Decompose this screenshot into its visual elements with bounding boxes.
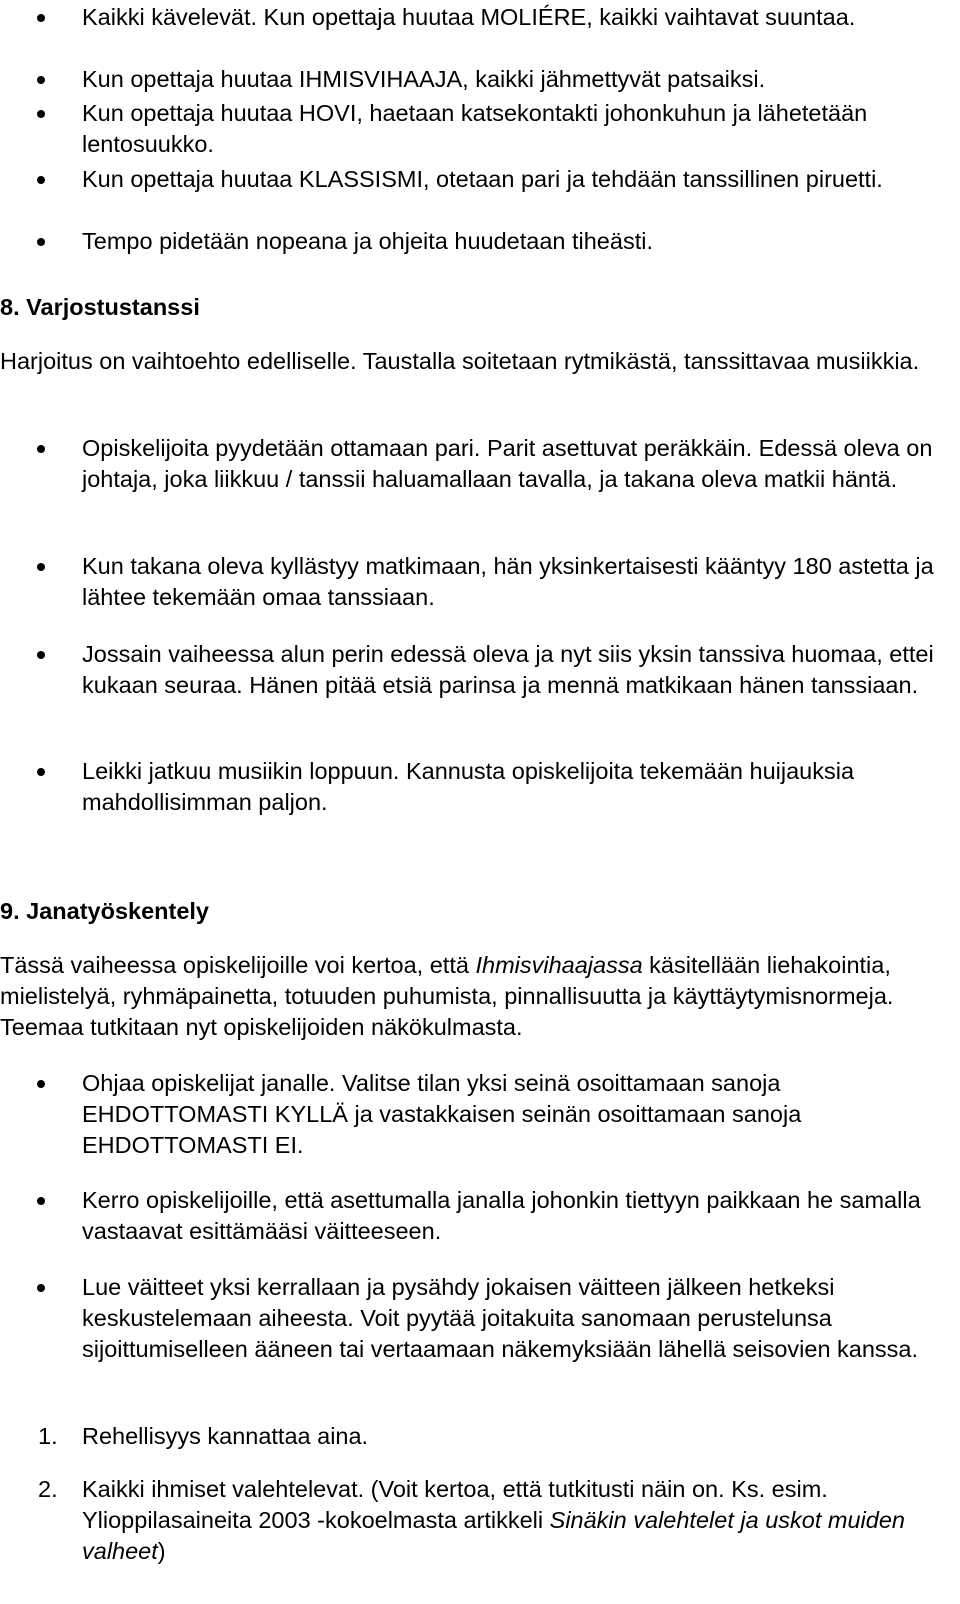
section-intro bbox=[0, 950, 950, 1043]
bullet-icon bbox=[37, 651, 45, 659]
list-item-text: Jossain vaiheessa alun perin edessä oleva ja nyt siis yksin tanssiva huomaa, ettei kukaan seuraa. Hänen pitää etsiä parinsa ja mennä matkikaan hänen tanssiaan. bbox=[82, 641, 934, 698]
list-item-text: Tempo pidetään nopeana ja ohjeita huudetaan tiheästi. bbox=[82, 228, 653, 254]
item-number: 2. bbox=[38, 1476, 58, 1502]
bullet-icon bbox=[37, 14, 45, 22]
list-item-text: Leikki jatkuu musiikin loppuun. Kannusta opiskelijoita tekemään huijauksia mahdollisimman paljon. bbox=[82, 758, 855, 815]
bullet-icon bbox=[37, 110, 45, 118]
list-item-text: Opiskelijoita pyydetään ottamaan pari. Parit asettuvat peräkkäin. Edessä oleva on johtaja, joka liikkuu / tanssii haluamallaan tavalla, ja takana oleva matkii häntä. bbox=[82, 435, 933, 492]
bullet-icon bbox=[37, 445, 45, 453]
section-intro: Harjoitus on vaihtoehto edelliselle. Taustalla soitetaan rytmikästä, tanssittavaa musiikkia. bbox=[0, 348, 920, 374]
numbered-item-text bbox=[82, 1474, 947, 1567]
bullet-icon bbox=[37, 1080, 45, 1088]
list-item-text: Kerro opiskelijoille, että asettumalla janalla johonkin tiettyyn paikkaan he samalla vastaavat esittämääsi väitteeseen. bbox=[82, 1187, 921, 1244]
section-heading: 9. Janatyöskentely bbox=[0, 898, 209, 924]
item-text: Kaikki ihmiset valehtelevat. (Voit kertoa, että tutkitusti näin on. Ks. esim. Ylioppilasaineita 2003 -kokoelmasta artikkeli bbox=[82, 1476, 828, 1533]
article-title: Sinäkin valehtelet ja uskot muiden valheet bbox=[82, 1507, 905, 1564]
bullet-icon bbox=[37, 238, 45, 246]
list-item-text: Kun opettaja huutaa HOVI, haetaan katsekontakti johonkuhun ja lähetetään lentosuukko. bbox=[82, 100, 868, 157]
list-item-text: Kun opettaja huutaa IHMISVIHAAJA, kaikki jähmettyvät patsaiksi. bbox=[82, 66, 766, 92]
list-item-text: Ohjaa opiskelijat janalle. Valitse tilan yksi seinä osoittamaan sanoja EHDOTTOMASTI KYLLÄ ja vastakkaisen seinän osoittamaan sanoja EHDOTTOMASTI EI. bbox=[82, 1070, 802, 1158]
bullet-icon bbox=[37, 768, 45, 776]
bullet-icon bbox=[37, 76, 45, 84]
list-item-text: Lue väitteet yksi kerrallaan ja pysähdy jokaisen väitteen jälkeen hetkeksi keskustelemaan aiheesta. Voit pyytää joitakuita sanomaan perustelunsa sijoittumiselleen ääneen tai vertaamaan näkemyksiään lähellä seisovien kanssa. bbox=[82, 1274, 919, 1362]
bullet-icon bbox=[37, 1197, 45, 1205]
bullet-icon bbox=[37, 563, 45, 571]
numbered-item-text: Rehellisyys kannattaa aina. bbox=[82, 1423, 369, 1449]
list-item-text: Kun opettaja huutaa KLASSISMI, otetaan pari ja tehdään tanssillinen piruetti. bbox=[82, 166, 883, 192]
intro-text: käsitellään liehakointia, mielistelyä, ryhmäpainetta, totuuden puhumista, pinnallisuutta ja käyttäytymisnormeja. Teemaa tutkitaan nyt opiskelijoiden näkökulmasta. bbox=[0, 952, 894, 1040]
bullet-icon bbox=[37, 176, 45, 184]
list-item-text: Kun takana oleva kyllästyy matkimaan, hän yksinkertaisesti kääntyy 180 astetta ja lähtee tekemään omaa tanssiaan. bbox=[82, 553, 934, 610]
section-heading: 8. Varjostustanssi bbox=[0, 294, 200, 320]
bullet-icon bbox=[37, 1284, 45, 1292]
item-number: 1. bbox=[38, 1423, 58, 1449]
intro-italic-title: Ihmisvihaajassa bbox=[475, 952, 643, 978]
intro-text: Tässä vaiheessa opiskelijoille voi kertoa, että bbox=[0, 952, 476, 978]
item-text: ) bbox=[157, 1538, 166, 1564]
list-item-text: Kaikki kävelevät. Kun opettaja huutaa MOLIÉRE, kaikki vaihtavat suuntaa. bbox=[82, 4, 856, 30]
